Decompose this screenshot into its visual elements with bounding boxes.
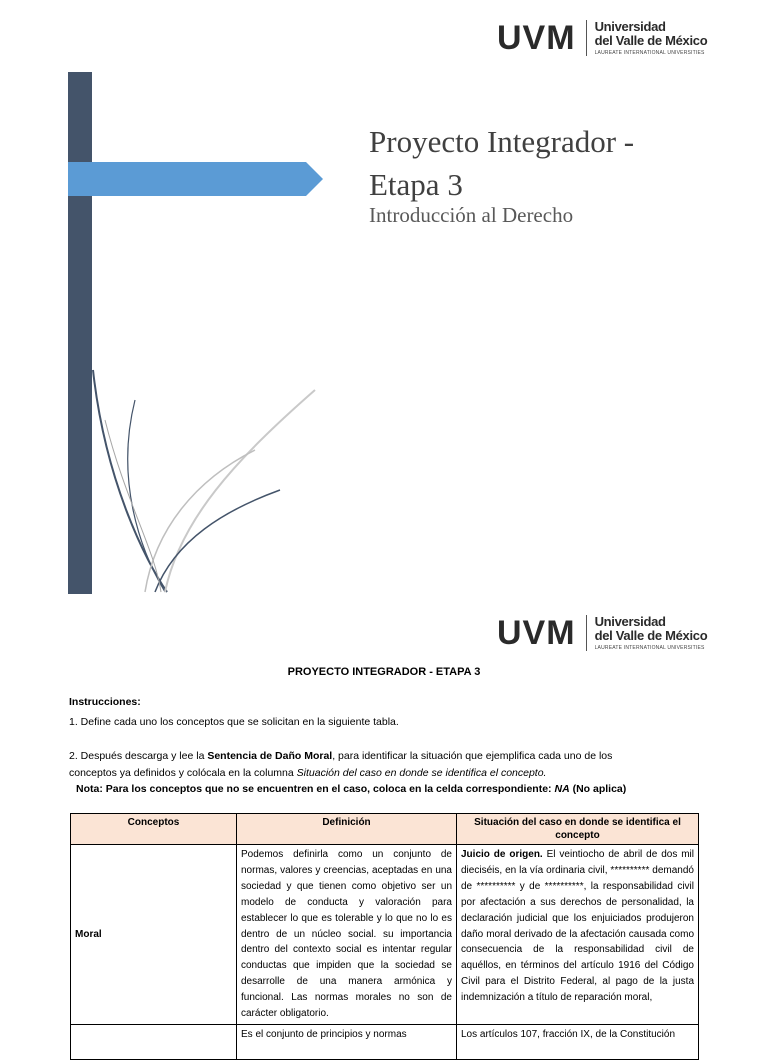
situation-bold: Juicio de origen. — [461, 849, 543, 860]
logo-mark: UVM — [497, 19, 576, 57]
situation-cell — [457, 845, 699, 1025]
logo-line2: del Valle de México — [594, 32, 708, 48]
concept-cell: Moral — [71, 845, 237, 1025]
note-text-b: NA — [554, 783, 570, 795]
note — [76, 781, 706, 798]
uvm-logo-page2 — [497, 615, 707, 651]
step2-text-c: , para identificar la situación que ejemplifica cada uno de los — [332, 750, 613, 762]
step2-text-d: conceptos ya definidos y colócala en la columna — [69, 767, 297, 779]
cover-title — [369, 120, 729, 206]
cover-title-line2: Etapa 3 — [369, 167, 463, 202]
header-definicion: Definición — [237, 814, 457, 845]
cover-title-line1: Proyecto Integrador - — [369, 124, 635, 159]
cover-subtitle: Introducción al Derecho — [369, 203, 574, 227]
logo-text — [595, 615, 708, 651]
table-row — [71, 845, 699, 1025]
situation-text: Los artículos 107, fracción IX, de la Constitución — [461, 1028, 676, 1040]
table-header-row — [71, 814, 699, 845]
step2-text-e: Situación del caso en donde se identifica el concepto. — [296, 767, 547, 779]
document-title: PROYECTO INTEGRADOR - ETAPA 3 — [287, 666, 481, 678]
instruction-step-2 — [69, 748, 699, 782]
header-conceptos: Conceptos — [71, 814, 237, 845]
logo-line1: Universidad — [594, 614, 666, 630]
logo-mark: UVM — [497, 614, 576, 652]
definition-cell: Es el conjunto de principios y normas — [237, 1024, 457, 1059]
logo-text — [595, 20, 708, 56]
logo-line3: LAUREATE INTERNATIONAL UNIVERSITIES — [594, 49, 705, 56]
concepts-table — [70, 813, 699, 1060]
note-text-a: Nota: Para los conceptos que no se encuentren en el caso, coloca en la celda correspondiente: — [76, 783, 555, 795]
table-row — [71, 1024, 699, 1059]
logo-line3: LAUREATE INTERNATIONAL UNIVERSITIES — [594, 644, 705, 651]
step2-text-a: 2. Después descarga y lee la — [69, 750, 208, 762]
logo-line1: Universidad — [594, 19, 666, 35]
cover-arrow-banner — [68, 162, 323, 196]
uvm-logo-top — [497, 20, 707, 56]
logo-line2: del Valle de México — [594, 627, 708, 643]
step2-text-b: Sentencia de Daño Moral — [207, 750, 333, 762]
situation-cell — [457, 1024, 699, 1059]
cover-decorative-curves — [85, 360, 325, 600]
logo-divider — [586, 20, 587, 56]
header-situacion: Situación del caso en donde se identifica el concepto — [457, 814, 699, 845]
instruction-step-1: 1. Define cada uno los conceptos que se solicitan en la siguiente tabla. — [69, 716, 399, 728]
situation-text: El veintiocho de abril de dos mil dieciséis, en la vía ordinaria civil, ********** demandó de ********** y de **********, la responsabilidad civil por afectación a sus derechos de personalidad, la declaración judicial que los enjuiciados produjeron daño moral derivado de la afectación causada como consecuencia de la responsabilidad civil de aquéllos, en términos del artículo 1916 del Código Civil para el Distrito Federal, al pago de la justa indemnización a título de reparación moral, — [461, 849, 694, 1004]
instructions-heading: Instrucciones: — [69, 696, 141, 708]
note-text-c: (No aplica) — [569, 783, 627, 795]
definition-cell: Podemos definirla como un conjunto de normas, valores y creencias, aceptadas en una sociedad y que tienen como objetivo ser un modelo de conducta y valoración para establecer lo que es tolerable y lo que no lo es dentro de un núcleo social. su importancia dentro del contexto social es intentar regular conductas que impiden que la sociedad se desarrolle de una manera armónica y funcional. Las normas morales no son de carácter obligatorio. — [237, 845, 457, 1025]
logo-divider — [586, 615, 587, 651]
concept-cell — [71, 1024, 237, 1059]
